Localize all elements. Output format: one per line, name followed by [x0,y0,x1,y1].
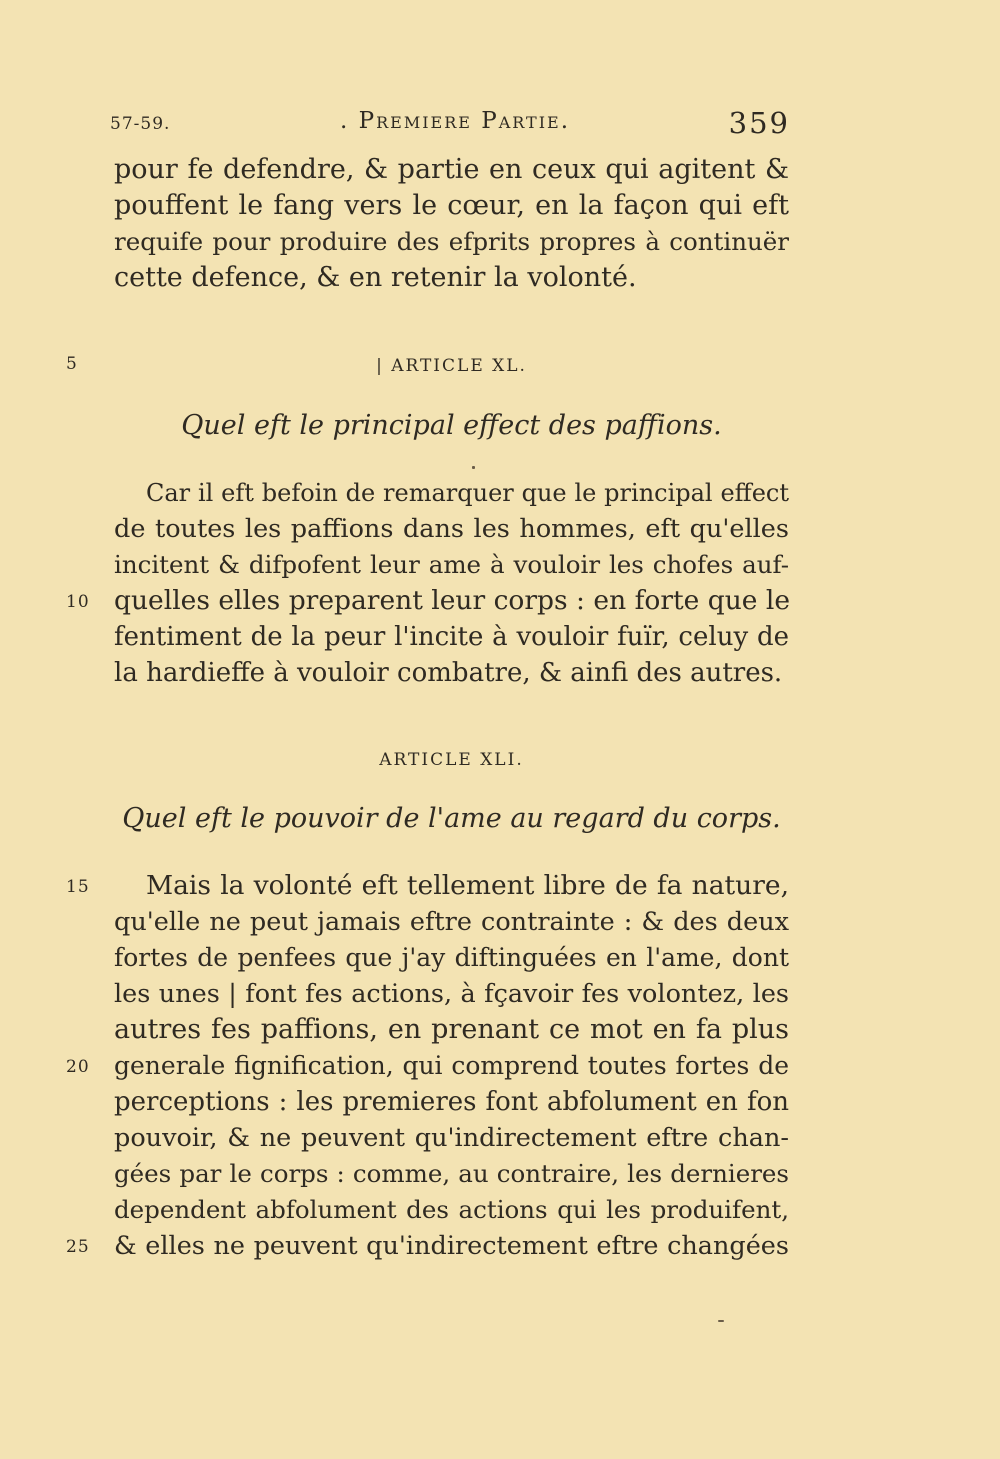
text-line: les unes | font fes actions, à fçavoir fes volontez, les [114,979,789,1009]
paper-speck [472,466,475,469]
text-line: pouffent le fang vers le cœur, en la façon qui eft [114,190,789,221]
text-line: requife pour produire des efprits propres à continuër [114,227,789,256]
text-line: qu'elle ne peut jamais eftre contrainte : & des deux [114,907,789,937]
text-line: Car il eft befoin de remarquer que le principal effect [146,479,789,507]
header-title: . Premiere Partie. [340,108,571,134]
running-header [110,106,790,140]
paper-speck [718,1320,724,1322]
text-line: la hardieffe à vouloir combatre, & ainfi des autres. [114,658,783,688]
page-number: 359 [728,106,790,140]
text-line: dependent abfolument des actions qui les produifent, [114,1195,789,1224]
line-number: 25 [66,1237,90,1257]
text-line: incitent & difpofent leur ame à vouloir les chofes auf- [114,550,789,579]
article-heading: | ARTICLE XL. [376,356,527,376]
article-title: Quel eft le principal effect des paffions. [181,410,722,441]
text-line: gées par le corps : comme, au contraire, les dernieres [114,1159,789,1188]
text-line: pouvoir, & ne peuvent qu'indirectement eftre chan- [114,1123,789,1153]
article-title: Quel eft le pouvoir de l'ame au regard du corps. [122,803,781,834]
text-line: generale fignification, qui comprend toutes fortes de [114,1051,789,1080]
article-heading: ARTICLE XLI. [379,750,524,770]
text-line: quelles elles preparent leur corps : en forte que le [114,585,791,616]
text-line: fentiment de la peur l'incite à vouloir fuïr, celuy de [114,622,789,652]
line-number: 10 [66,592,90,612]
text-line: & elles ne peuvent qu'indirectement eftre changées [114,1231,789,1261]
text-line: fortes de penfees que j'ay diftinguées en l'ame, dont [114,943,789,972]
text-line: perceptions : les premieres font abfolument en fon [114,1087,789,1117]
line-number: 20 [66,1057,90,1077]
line-number: 5 [66,354,78,374]
text-line: pour fe defendre, & partie en ceux qui agitent & [114,154,789,185]
text-line: de toutes les paffions dans les hommes, eft qu'elles [114,514,789,544]
text-line: Mais la volonté eft tellement libre de fa nature, [146,870,789,901]
text-line: cette defence, & en retenir la volonté. [114,262,637,293]
header-reference: 57-59. [110,114,171,134]
text-line: autres fes paffions, en prenant ce mot en fa plus [114,1014,789,1045]
line-number: 15 [66,877,90,897]
